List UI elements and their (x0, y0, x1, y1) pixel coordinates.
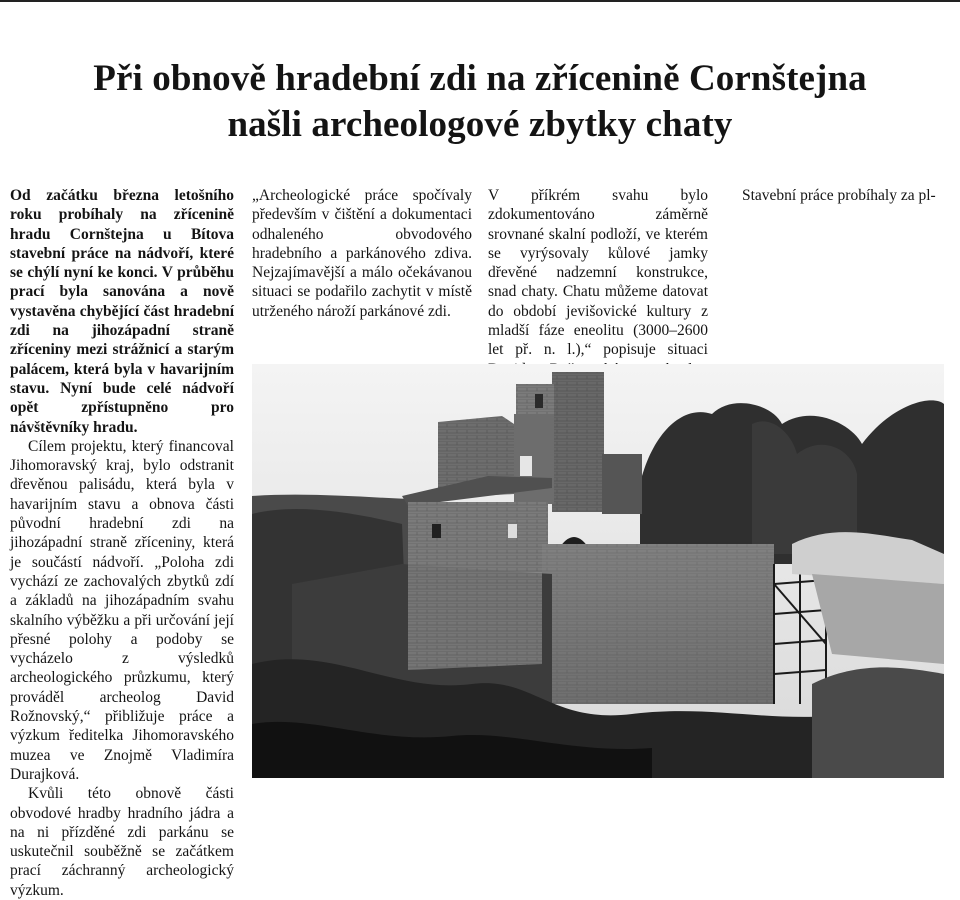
body-paragraph: „Archeologické práce spočívaly především v čištění a dokumentaci odhaleného obvodového hradebního a parkánového zdiva. Nejzajímavější a málo očekávanou situaci se podařilo zachytit v místě utrženého nároží parkánové zdi. (252, 187, 472, 320)
headline-line-2: našli archeologové zbytky chaty (227, 104, 733, 145)
body-paragraph: Stavební práce probíhaly za pl- (742, 187, 936, 204)
castle-ruin-photo (252, 364, 944, 778)
headline (0, 56, 960, 148)
column-1 (10, 186, 234, 900)
body-paragraph: Kvůli této obnově části obvodové hradby hradního jádra a na ni přízděné zdi parkánu se uskutečnil souběžně se začátkem prací záchranný archeologický výzkum. (10, 785, 234, 899)
column-4 (724, 186, 946, 205)
lead-paragraph: Od začátku března letošního roku probíhaly na zřícenině hradu Cornštejna u Bítova stavební práce na nádvoří, které se chýlí nyní ke konci. V průběhu prací byla sanována a nově vystavěna chybějící část hradební zdi na jihozápadní straně zříceniny mezi strážnicí a starým palácem, která byla v havarijním stavu. Nyní bude celé nádvoří opět zpřístupněno pro návštěvníky hradu. (10, 187, 234, 436)
headline-line-1: Při obnově hradební zdi na zřícenině Cornštejna (93, 58, 867, 99)
top-rule (0, 0, 960, 2)
body-paragraph: V příkrém svahu bylo zdokumentováno záměrně srovnané skalní podloží, ve kterém se vyrýsovaly kůlové jamky dřevěné nadzemní konstrukce, snad chaty. Chatu můžeme datovat do období jevišovické kultury z mladší fáze eneolitu (3000–2600 let př. n. l.),“ popisuje situaci (488, 187, 708, 359)
body-paragraph: Cílem projektu, který financoval Jihomoravský kraj, bylo odstranit dřevěnou palisádu, která byla v havarijním stavu a obnova části původní hradební zdi na jihozápadní straně zříceniny, která je součástí nádvoří. „Poloha zdi vychází ze zachovalých zbytků zdí a základů na jihozápadním svahu skalního výběžku a při určování její přesné polohy a podoby se vycházelo z výsledků archeologického průzkumu, který prováděl archeolog David Rožnovský,“ přibližuje práce a výzkum ředitelka Jihomoravského muzea ve Znojmě Vladimíra Durajková. (10, 437, 234, 783)
castle-ruin-illustration (252, 364, 944, 778)
column-2 (252, 186, 472, 321)
